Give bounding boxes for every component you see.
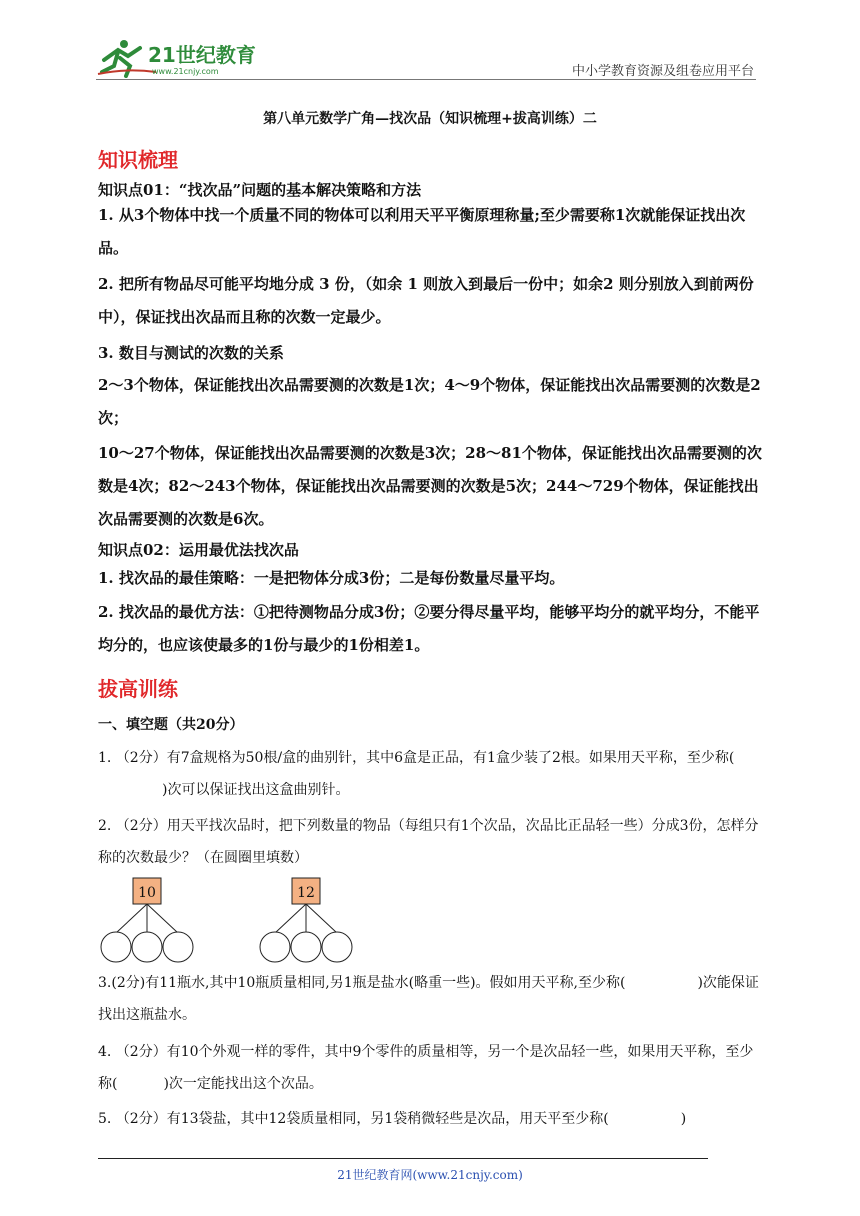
logo-text: 21世纪教育: [148, 43, 256, 67]
answer-circle[interactable]: [291, 932, 321, 962]
paragraph-2: 2. 把所有物品尽可能平均地分成 3 份，（如余 1 则放入到最后一份中；如余2 则分别放入到前两份中），保证找出次品而且称的次数一定最少。: [98, 275, 754, 326]
paragraph-3: 3. 数目与测试的次数的关系: [98, 344, 284, 362]
question-2: 2. （2分）用天平找次品时，把下列数量的物品（每组只有1个次品，次品比正品轻一些）分成3份，怎样分称的次数最少？（在圆圈里填数）: [98, 818, 759, 866]
section-heading-practice: 拔高训练: [98, 677, 178, 701]
header-divider: [96, 79, 756, 80]
tree-12: [260, 878, 352, 962]
answer-circle[interactable]: [101, 932, 131, 962]
tree-10-label: 10: [138, 885, 156, 901]
document-title: 第八单元数学广角—找次品（知识梳理+拔高训练）二: [263, 111, 597, 127]
question-1: 1. （2分）有7盒规格为50根/盒的曲别针，其中6盒是正品，有1盒少装了2根。如果用天平称，至少称()次可以保证找出这盒曲别针。: [98, 750, 735, 798]
footer-text[interactable]: 21世纪教育网(www.21cnjy.com): [337, 1168, 523, 1182]
knowledge-point-1: 知识点01：“找次品”问题的基本解决策略和方法: [98, 181, 422, 199]
fill-blank-section-title: 一、填空题（共20分）: [98, 717, 244, 733]
section-heading-knowledge: 知识梳理: [98, 148, 178, 172]
paragraph-6: 1. 找次品的最佳策略：一是把物体分成3份；二是每份数量尽量平均。: [98, 569, 565, 587]
division-diagram: [96, 876, 366, 966]
platform-label: 中小学教育资源及组卷应用平台: [571, 64, 754, 79]
paragraph-7: 2. 找次品的最优方法：①把待测物品分成3份；②要分得尽量平均，能够平均分的就平均分，不能平均分的，也应该使最多的1份与最少的1份相差1。: [98, 603, 760, 654]
footer-divider: [98, 1158, 708, 1159]
site-logo: [96, 38, 256, 78]
tree-12-label: 12: [297, 885, 315, 901]
tree-10: [101, 878, 193, 962]
runner-logo-icon: [96, 38, 256, 78]
paragraph-1: 1. 从3个物体中找一个质量不同的物体可以利用天平平衡原理称量;至少需要称1次就能保证找出次品。: [98, 206, 746, 257]
logo-url: www.21cnjy.com: [152, 67, 219, 76]
answer-circle[interactable]: [260, 932, 290, 962]
answer-circle[interactable]: [163, 932, 193, 962]
question-5: 5. （2分）有13袋盐，其中12袋质量相同，另1袋稍微轻些是次品，用天平至少称( ): [98, 1111, 687, 1127]
knowledge-point-2: 知识点02：运用最优法找次品: [98, 541, 299, 559]
paragraph-5: 10～27个物体，保证能找出次品需要测的次数是3次；28～81个物体，保证能找出次品需要测的次数是4次；82～243个物体，保证能找出次品需要测的次数是5次；244～729个物体，保证能找出次品需要测的次数是6次。: [98, 444, 762, 528]
paragraph-4: 2～3个物体，保证能找出次品需要测的次数是1次；4～9个物体，保证能找出次品需要测的次数是2次；: [98, 376, 761, 427]
answer-circle[interactable]: [132, 932, 162, 962]
question-3: 3.(2分)有11瓶水,其中10瓶质量相同,另1瓶是盐水(略重一些)。假如用天平称,至少称( )次能保证找出这瓶盐水。: [98, 975, 759, 1023]
answer-circle[interactable]: [322, 932, 352, 962]
question-4: 4. （2分）有10个外观一样的零件，其中9个零件的质量相等，另一个是次品轻一些，如果用天平称，至少称( )次一定能找出这个次品。: [98, 1044, 754, 1092]
